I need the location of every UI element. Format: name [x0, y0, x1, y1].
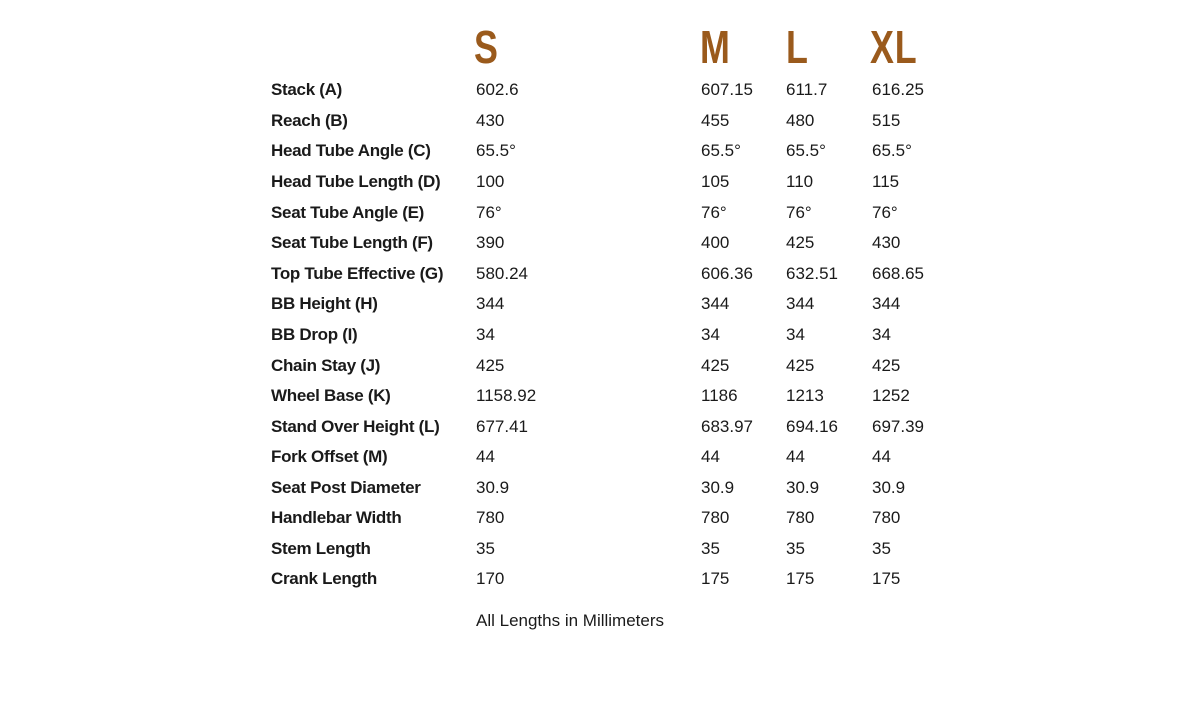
table-row: [0, 228, 1200, 258]
cell-xl: 1252: [872, 386, 910, 405]
cell-xl: 780: [872, 508, 901, 527]
cell-s: 344: [476, 294, 505, 313]
cell-m: 35: [701, 539, 720, 558]
table-row: [0, 473, 1200, 503]
table-row: [0, 320, 1200, 350]
row-label: Fork Offset (M): [271, 447, 388, 466]
cell-s: 390: [476, 233, 505, 252]
cell-xl: 34: [872, 325, 891, 344]
cell-l: 1213: [786, 386, 824, 405]
cell-xl: 430: [872, 233, 901, 252]
cell-l: 480: [786, 111, 815, 130]
table-row: [0, 167, 1200, 197]
cell-s: 580.24: [476, 264, 528, 283]
size-header-xl: XL: [870, 21, 918, 73]
cell-xl: 115: [872, 172, 900, 191]
cell-m: 1186: [701, 386, 738, 405]
size-header-l: L: [786, 21, 809, 73]
cell-l: 65.5°: [786, 141, 826, 160]
cell-xl: 76°: [872, 203, 898, 222]
row-label: Seat Tube Length (F): [271, 233, 433, 252]
cell-xl: 344: [872, 294, 901, 313]
row-label: Wheel Base (K): [271, 386, 391, 405]
table-row: [0, 564, 1200, 594]
cell-m: 65.5°: [701, 141, 741, 160]
cell-m: 76°: [701, 203, 727, 222]
cell-m: 30.9: [701, 478, 735, 497]
cell-xl: 515: [872, 111, 901, 130]
cell-l: 44: [786, 447, 805, 466]
row-label: Stem Length: [271, 539, 371, 558]
cell-xl: 65.5°: [872, 141, 912, 160]
cell-xl: 668.65: [872, 264, 924, 283]
table-row: [0, 75, 1200, 105]
table-row: [0, 412, 1200, 442]
table-row: [0, 106, 1200, 136]
table-row: [0, 381, 1200, 411]
cell-s: 602.6: [476, 80, 519, 99]
cell-xl: 35: [872, 539, 891, 558]
row-label: Stack (A): [271, 80, 342, 99]
table-row: [0, 442, 1200, 472]
cell-xl: 425: [872, 356, 901, 375]
size-header-m: M: [700, 21, 731, 73]
cell-l: 34: [786, 325, 805, 344]
row-label: Handlebar Width: [271, 508, 402, 527]
cell-l: 344: [786, 294, 815, 313]
row-label: Head Tube Angle (C): [271, 141, 431, 160]
cell-l: 694.16: [786, 417, 838, 436]
cell-s: 100: [476, 172, 505, 191]
cell-m: 344: [701, 294, 730, 313]
cell-m: 425: [701, 356, 730, 375]
size-header-s: S: [474, 21, 499, 73]
row-label: Stand Over Height (L): [271, 417, 440, 436]
cell-xl: 175: [872, 569, 901, 588]
cell-m: 105: [701, 172, 730, 191]
table-row: [0, 259, 1200, 289]
table-row: [0, 136, 1200, 166]
cell-m: 606.36: [701, 264, 753, 283]
cell-l: 780: [786, 508, 815, 527]
cell-l: 425: [786, 233, 815, 252]
row-label: BB Drop (I): [271, 325, 358, 344]
table-row: [0, 503, 1200, 533]
cell-xl: 616.25: [872, 80, 924, 99]
row-label: Chain Stay (J): [271, 356, 381, 375]
cell-l: 110: [786, 172, 814, 191]
cell-m: 400: [701, 233, 730, 252]
cell-s: 170: [476, 569, 505, 588]
cell-s: 76°: [476, 203, 502, 222]
cell-l: 611.7: [786, 80, 828, 99]
cell-l: 76°: [786, 203, 812, 222]
cell-xl: 697.39: [872, 417, 924, 436]
table-row: [0, 351, 1200, 381]
cell-m: 780: [701, 508, 730, 527]
cell-s: 44: [476, 447, 495, 466]
row-label: Seat Post Diameter: [271, 478, 421, 497]
table-row: [0, 289, 1200, 319]
cell-l: 175: [786, 569, 815, 588]
cell-m: 34: [701, 325, 720, 344]
table-row: [0, 534, 1200, 564]
row-label: Crank Length: [271, 569, 377, 588]
cell-m: 607.15: [701, 80, 753, 99]
cell-m: 44: [701, 447, 720, 466]
cell-s: 65.5°: [476, 141, 516, 160]
cell-m: 683.97: [701, 417, 753, 436]
cell-s: 425: [476, 356, 505, 375]
cell-xl: 30.9: [872, 478, 906, 497]
cell-s: 430: [476, 111, 505, 130]
row-label: Head Tube Length (D): [271, 172, 441, 191]
units-footnote: All Lengths in Millimeters: [476, 611, 665, 630]
cell-xl: 44: [872, 447, 891, 466]
row-label: Reach (B): [271, 111, 348, 130]
cell-s: 780: [476, 508, 505, 527]
cell-s: 30.9: [476, 478, 510, 497]
row-label: Top Tube Effective (G): [271, 264, 444, 283]
cell-l: 35: [786, 539, 805, 558]
cell-s: 34: [476, 325, 495, 344]
cell-l: 632.51: [786, 264, 838, 283]
row-label: Seat Tube Angle (E): [271, 203, 424, 222]
cell-m: 455: [701, 111, 730, 130]
row-label: BB Height (H): [271, 294, 378, 313]
cell-m: 175: [701, 569, 730, 588]
cell-s: 35: [476, 539, 495, 558]
cell-s: 1158.92: [476, 386, 537, 405]
cell-s: 677.41: [476, 417, 528, 436]
cell-l: 425: [786, 356, 815, 375]
table-row: [0, 198, 1200, 228]
cell-l: 30.9: [786, 478, 820, 497]
